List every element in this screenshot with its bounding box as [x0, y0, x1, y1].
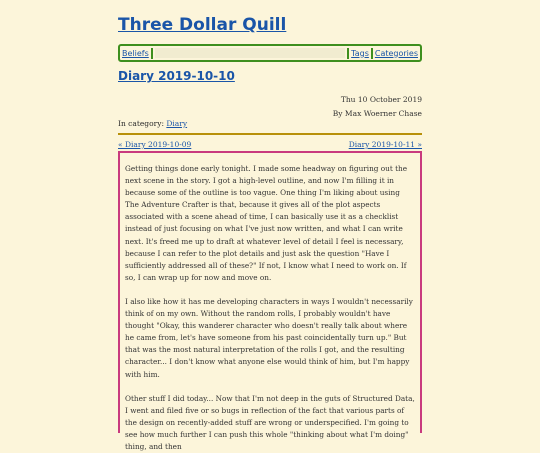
post-date: Thu 10 October 2019 — [340, 95, 422, 104]
nav-spacer — [155, 48, 345, 58]
next-post-link[interactable]: Diary 2019-10-11 » — [348, 140, 422, 149]
site-title-link[interactable]: Three Dollar Quill — [118, 15, 287, 35]
nav-divider — [151, 48, 153, 59]
nav-link-tags[interactable]: Tags — [351, 48, 369, 58]
nav-link-categories[interactable]: Categories — [374, 48, 418, 58]
post-paragraph: I also like how it has me developing characters in ways I wouldn't necessarily think of on my own. Without the random rolls, I probably wouldn't have thought "Okay, this wanderer character who doesn't really talk about where he came from, let's have someone from his past coincidentally turn up." But that was the most natural interpretation of the rolls I got, and the resulting character... I don't know what anyone else would think of him, but I'm happy with him. — [125, 296, 413, 379]
category-label: In category: — [118, 119, 167, 128]
prev-post-link[interactable]: « Diary 2019-10-09 — [118, 140, 192, 149]
nav-link-beliefs[interactable]: Beliefs — [122, 48, 149, 58]
nav-bar — [118, 44, 422, 62]
post-paragraph: Other stuff I did today... Now that I'm not deep in the guts of Structured Data, I went and filed five or so bugs in reflection of the fact that various parts of the design on recently-added stuff are wrong or underspecified. I'm going to see how much further I can push this whole "thinking about what I'm doing" thing, and then — [125, 393, 415, 451]
post-author: By Max Woerner Chase — [332, 109, 422, 118]
category-link[interactable]: Diary — [166, 119, 188, 128]
post-pagination — [118, 140, 422, 150]
post-title-link[interactable]: Diary 2019-10-10 — [118, 69, 235, 83]
post-category — [118, 119, 187, 128]
post-paragraph: Getting things done early tonight. I made some headway on figuring out the next scene in the story. I got a high-level outline, and now I'm filling it in because some of the outline is too vague. One thing I'm liking about using The Adventure Crafter is that, because it gives all of the plot aspects associated with a scene ahead of time, I can basically use it as a checklist instead of just focusing on what I've just now written, and what I can write next. It's freed me up to draft at whatever level of detail I feel is necessary, because I can refer to the plot details and just ask the question "Have I sufficiently addressed all of these?" If not, I know what I need to work on. If so, I can wrap up for now and move on. — [125, 164, 408, 282]
post-meta — [333, 93, 422, 121]
post-content — [118, 151, 422, 451]
header-divider — [118, 133, 422, 135]
